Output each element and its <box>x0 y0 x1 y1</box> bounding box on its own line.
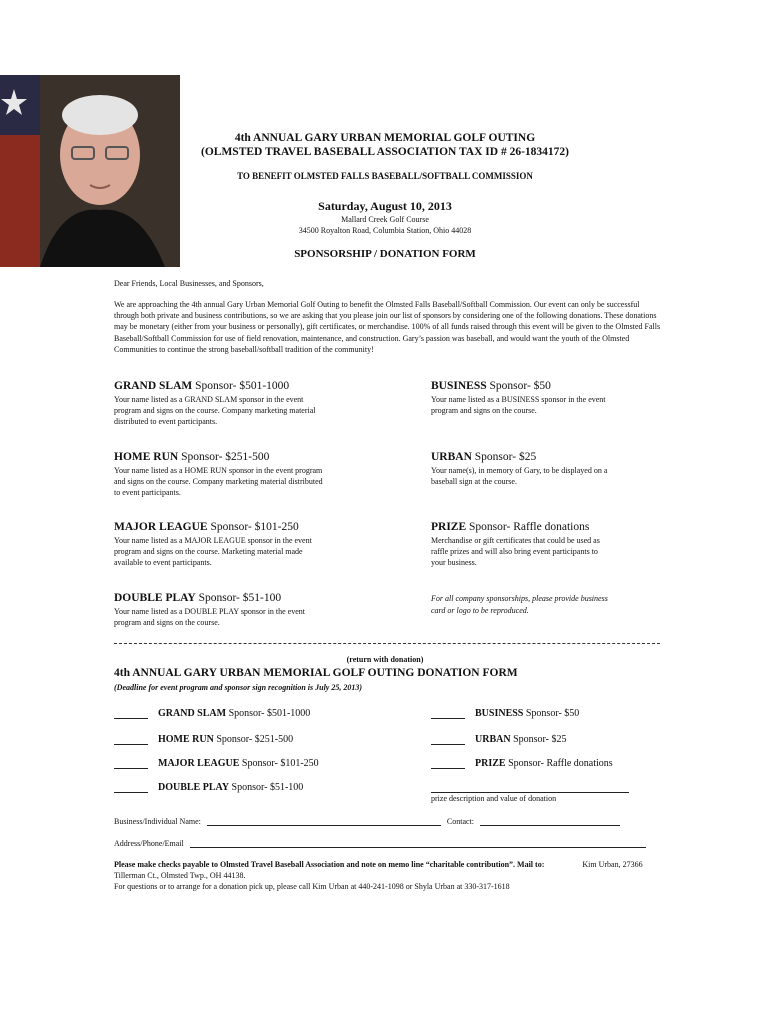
business-name-field[interactable] <box>207 816 441 826</box>
sponsor-major-league: MAJOR LEAGUE Sponsor- $101-250 Your name listed as a MAJOR LEAGUE sponsor in the event program and signs on the course. Marketing material made available to event participants. <box>114 521 312 567</box>
portrait-image <box>0 75 180 267</box>
option-major-league[interactable]: MAJOR LEAGUE Sponsor- $101-250 <box>114 758 319 769</box>
business-name-label: Business/Individual Name: <box>114 817 201 826</box>
sponsor-prize: PRIZE Sponsor- Raffle donations Merchandise or gift certificates that could be used as raffle prizes and will also bring event participants to your business. <box>431 521 600 567</box>
checks-payable-text: Please make checks payable to Olmsted Travel Baseball Association and note on memo line “charitable contribution”. Mail to: <box>114 860 545 869</box>
benefit-line: TO BENEFIT OLMSTED FALLS BASEBALL/SOFTBALL COMMISSION <box>237 171 533 181</box>
mail-address: Kim Urban, 27366 Tillerman Ct., Olmsted Twp., OH 44138. <box>114 860 643 880</box>
option-grand-slam[interactable]: GRAND SLAM Sponsor- $501-1000 <box>114 708 310 719</box>
sponsor-grand-slam: GRAND SLAM Sponsor- $501-1000 Your name listed as a GRAND SLAM sponsor in the event program and signs on the course. Company marketing material distributed to event participants. <box>114 380 316 426</box>
return-label: (return with donation) <box>346 655 424 664</box>
checkbox-line[interactable] <box>114 734 148 745</box>
sponsor-home-run: HOME RUN Sponsor- $251-500 Your name listed as a HOME RUN sponsor in the event program and signs on the course. Company marketing material distributed to event participants. <box>114 451 323 497</box>
event-date: Saturday, August 10, 2013 <box>318 199 452 213</box>
memorial-photo <box>0 75 180 267</box>
form-title: SPONSORSHIP / DONATION FORM <box>294 248 476 260</box>
donation-form-title: 4th ANNUAL GARY URBAN MEMORIAL GOLF OUTING DONATION FORM <box>114 667 518 679</box>
greeting: Dear Friends, Local Businesses, and Sponsors, <box>114 279 264 288</box>
venue-name: Mallard Creek Golf Course <box>341 215 429 224</box>
sponsor-urban: URBAN Sponsor- $25 Your name(s), in memory of Gary, to be displayed on a baseball sign at the course. <box>431 451 608 486</box>
questions-contact: For questions or to arrange for a donation pick up, please call Kim Urban at 440-241-1098 or Shyla Urban at 330-317-1618 <box>114 882 510 891</box>
option-home-run[interactable]: HOME RUN Sponsor- $251-500 <box>114 734 293 745</box>
contact-label: Contact: <box>446 817 474 826</box>
option-urban[interactable]: URBAN Sponsor- $25 <box>431 734 566 745</box>
checkbox-line[interactable] <box>431 734 465 745</box>
payment-instructions <box>114 859 662 892</box>
contact-field[interactable] <box>480 816 620 826</box>
prize-description-label: prize description and value of donation <box>431 794 557 803</box>
checkbox-line[interactable] <box>431 758 465 769</box>
option-double-play[interactable]: DOUBLE PLAY Sponsor- $51-100 <box>114 782 303 793</box>
address-field[interactable] <box>190 838 646 848</box>
venue <box>230 214 540 236</box>
address-label: Address/Phone/Email <box>114 839 184 848</box>
tear-line <box>114 643 660 644</box>
address-row <box>114 838 646 848</box>
sponsor-double-play: DOUBLE PLAY Sponsor- $51-100 Your name listed as a DOUBLE PLAY sponsor in the event program and signs on the course. <box>114 592 306 627</box>
intro-paragraph: We are approaching the 4th annual Gary Urban Memorial Golf Outing to benefit the Olmsted Falls Baseball/Softball Commission. Our event can only be successful through both private and business contributions, so we are asking that you please join our list of sponsors by considering one of the following donations. These donations may be monetary (either from your business or personally), gift certificates, or merchandise. 100% of all funds raised through this event will be given to the Olmsted Falls Baseball/Softball Commission for use of field renovation, maintenance, and construction. Gary’s passion was baseball, and would want the youth of the Olmsted Communities to continue the strong baseball/softball tradition of the community! <box>114 300 661 354</box>
prize-description-field[interactable] <box>431 782 629 793</box>
sponsor-business: BUSINESS Sponsor- $50 Your name listed as a BUSINESS sponsor in the event program and signs on the course. <box>431 380 606 415</box>
checkbox-line[interactable] <box>431 708 465 719</box>
checkbox-line[interactable] <box>114 782 148 793</box>
option-prize[interactable]: PRIZE Sponsor- Raffle donations <box>431 758 613 769</box>
sponsorship-note: For all company sponsorships, please provide business card or logo to be reproduced. <box>431 594 608 615</box>
checkbox-line[interactable] <box>114 708 148 719</box>
deadline-note: (Deadline for event program and sponsor sign recognition is July 25, 2013) <box>114 683 363 692</box>
checkbox-line[interactable] <box>114 758 148 769</box>
option-business[interactable]: BUSINESS Sponsor- $50 <box>431 708 579 719</box>
business-name-row <box>114 816 620 826</box>
venue-address: 34500 Royalton Road, Columbia Station, Ohio 44028 <box>298 226 472 235</box>
event-title: 4th ANNUAL GARY URBAN MEMORIAL GOLF OUTING (OLMSTED TRAVEL BASEBALL ASSOCIATION TAX ID # 26-1834172) <box>201 132 569 158</box>
